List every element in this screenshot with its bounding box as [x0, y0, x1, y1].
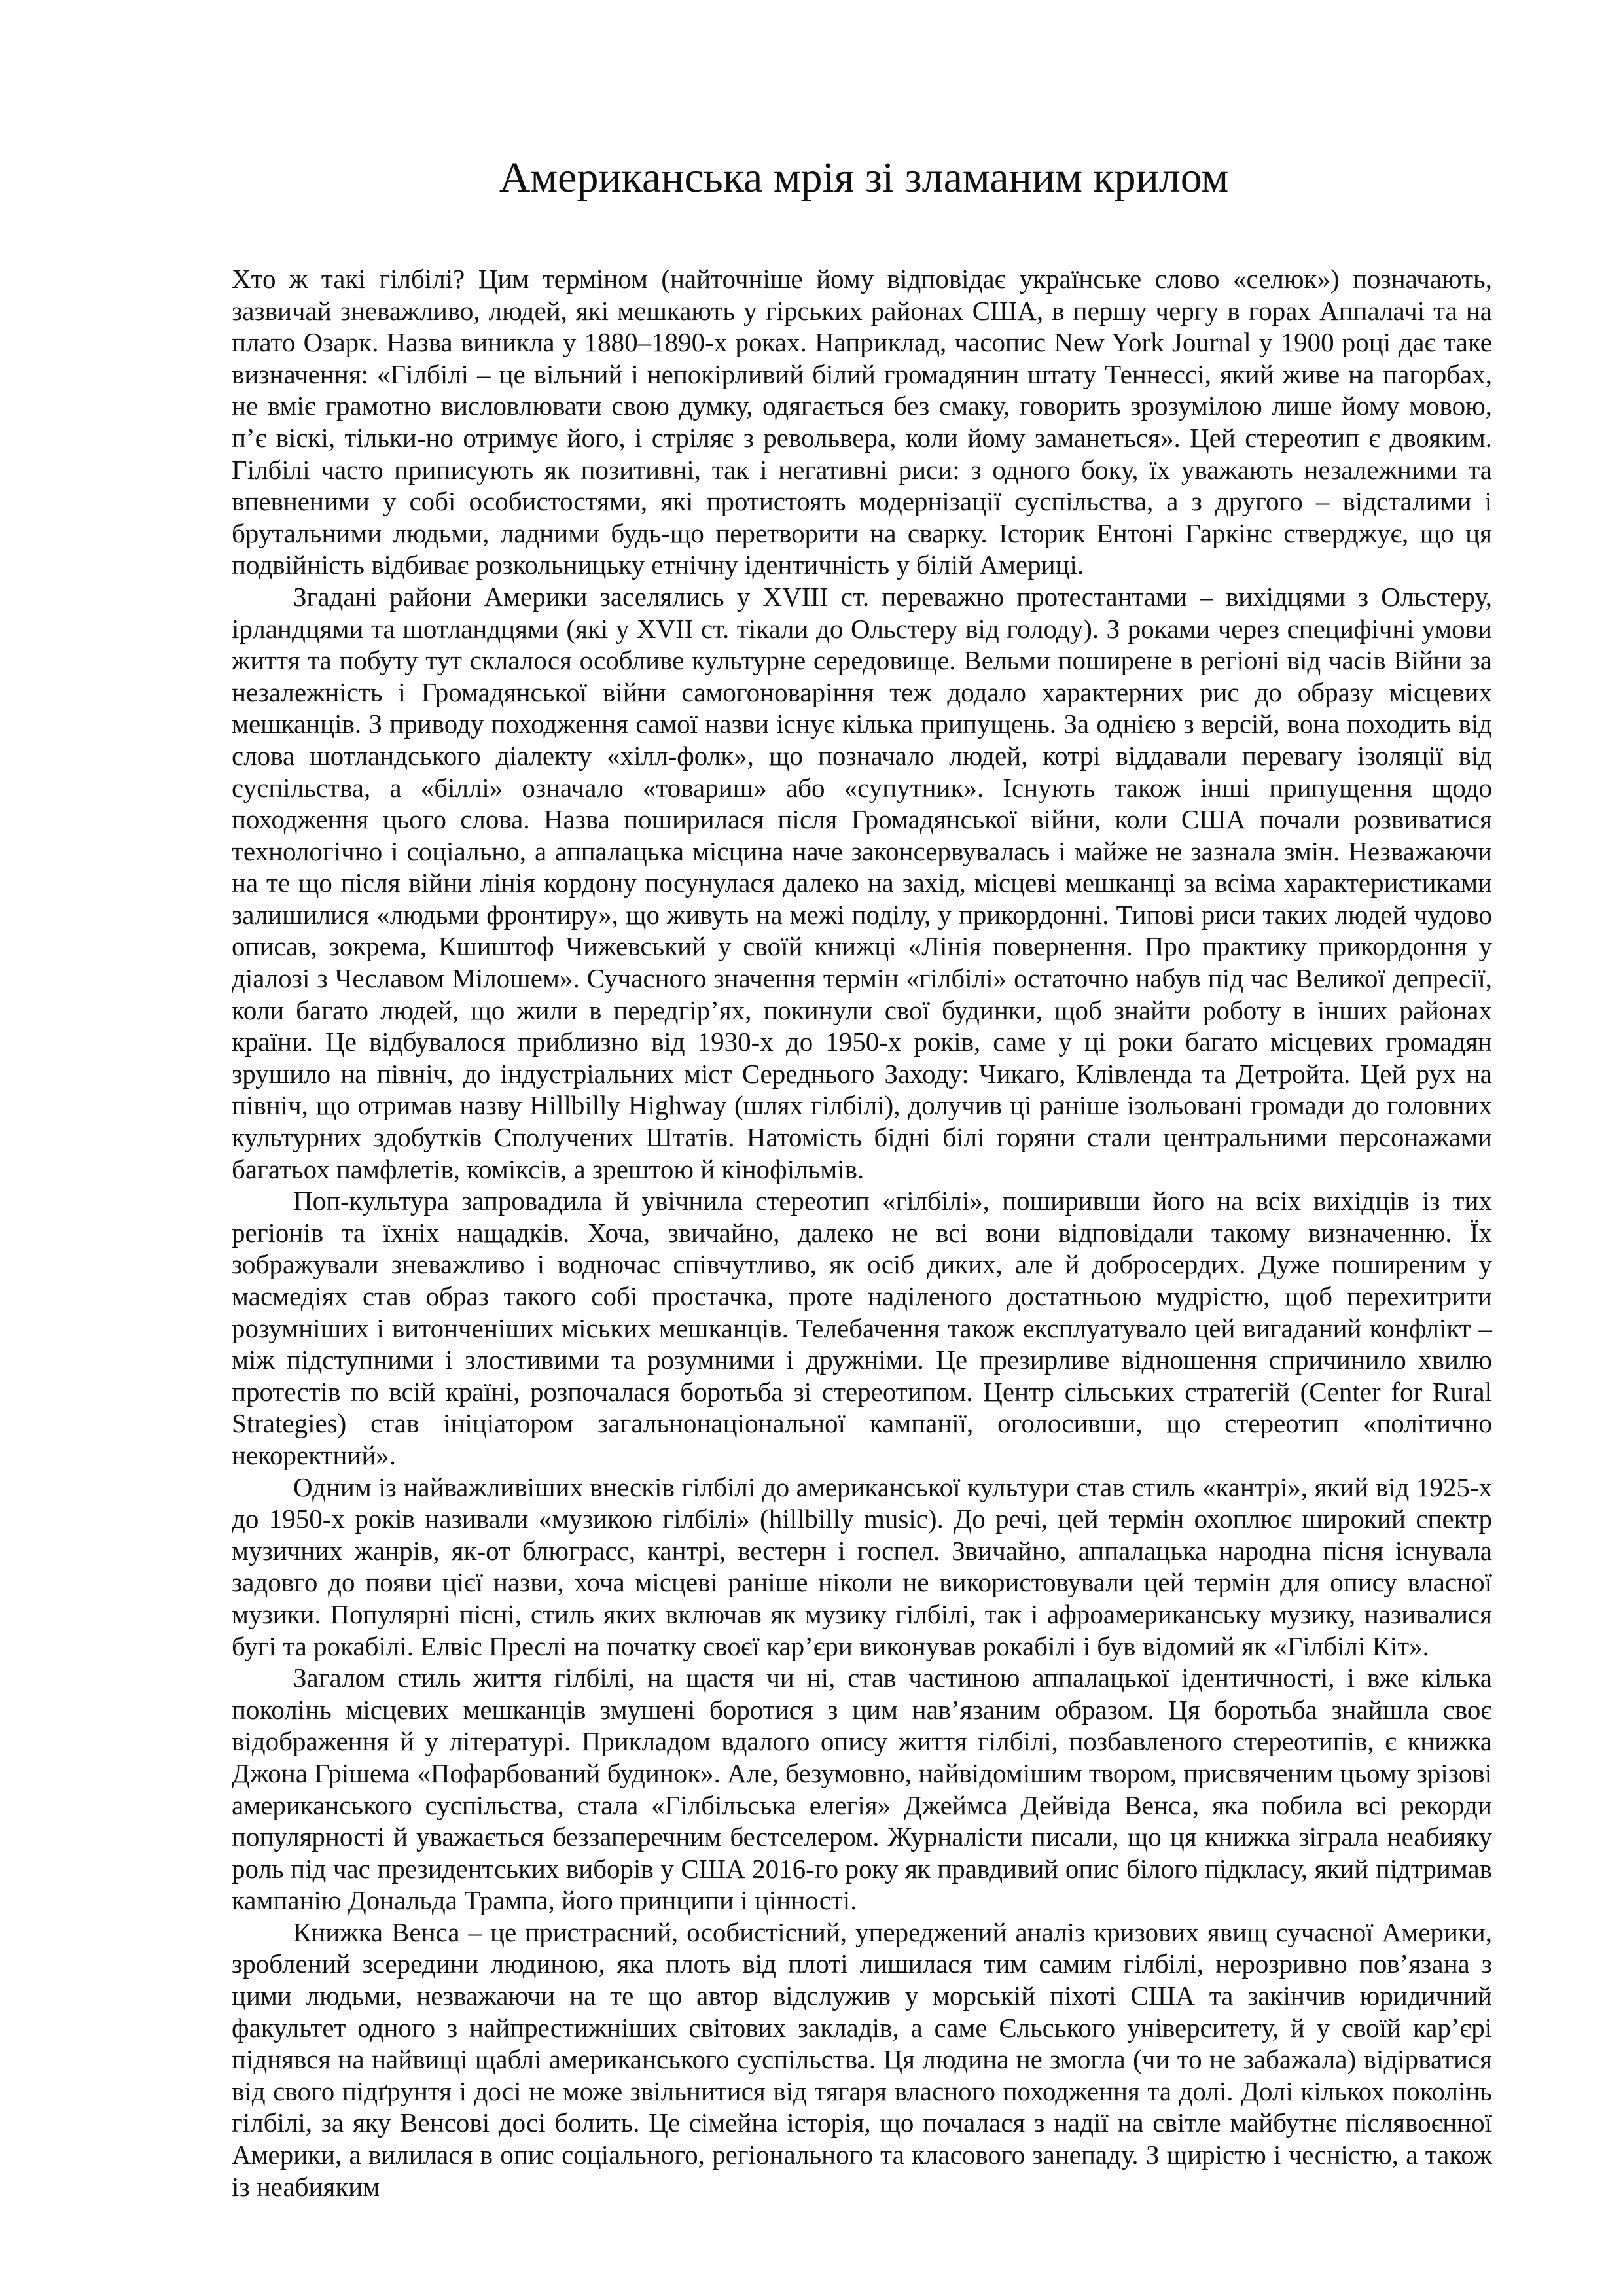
paragraph-6: Книжка Венса – це пристрасний, особистісний, упереджений аналіз кризових явищ сучасної Америки, зроблений зсередини людиною, яка плоть від плоті лишилася тим самим гілбілі, нерозривно пов’язана з цими людьми, незважаючи на те що автор відслужив у морській піхоті США та закінчив юридичний факультет одного з найпрестижніших світових закладів, а саме Єльського університету, й у своїй кар’єрі піднявся на найвищі щаблі американського суспільства. Ця людина не змогла (чи то не забажала) відірватися від свого підґрунтя і досі не може звільнитися від тягаря власного походження та долі. Долі кількох поколінь гілбілі, за яку Венсові досі болить. Це сімейна історія, що почалася з надії на світле майбутнє післявоєнної Америки, а вилилася в опис соціального, регіонального та класового занепаду. З щирістю і чесністю, а також із неабияким — [232, 1916, 1492, 2202]
paragraph-5: Загалом стиль життя гілбілі, на щастя чи ні, став частиною аппалацької ідентичності, і вже кілька поколінь місцевих мешканців змушені боротися з цим нав’язаним образом. Ця боротьба знайшла своє відображення й у літературі. Прикладом вдалого опису життя гілбілі, позбавленого стереотипів, є книжка Джона Грішема «Пофарбований будинок». Але, безумовно, найвідомішим твором, присвяченим цьому зрізові американського суспільства, стала «Гілбільська елегія» Джеймса Дейвіда Венса, яка побила всі рекорди популярності й уважається беззаперечним бестселером. Журналісти писали, що ця книжка зіграла неабияку роль під час президентських виборів у США 2016-го року як правдивий опис білого підкласу, який підтримав кампанію Дональда Трампа, його принципи і цінності. — [232, 1663, 1492, 1916]
paragraph-2: Згадані райони Америки заселялись у XVIII ст. переважно протестантами – вихідцями з Ольстеру, ірландцями та шотландцями (які у XVII ст. тікали до Ольстеру від голоду). З роками через специфічні умови життя та побуту тут склалося особливе культурне середовище. Вельми поширене в регіоні від часів Війни за незалежність і Громадянської війни самогоноваріння теж додало характерних рис до образу місцевих мешканців. З приводу походження самої назви існує кілька припущень. За однією з версій, вона походить від слова шотландського діалекту «хілл-фолк», що позначало людей, котрі віддавали перевагу ізоляції від суспільства, а «біллі» означало «товариш» або «супутник». Існують також інші припущення щодо походження цього слова. Назва поширилася після Громадянської війни, коли США почали розвиватися технологічно і соціально, а аппалацька місцина наче законсервувалась і майже не зазнала змін. Незважаючи на те що після війни лінія кордону посунулася далеко на захід, місцеві мешканці за всіма характеристиками залишилися «людьми фронтиру», що живуть на межі поділу, у прикордонні. Типові риси таких людей чудово описав, зокрема, Кшиштоф Чижевський у своїй книжці «Лінія повернення. Про практику прикордоння у діалозі з Чеславом Мілошем». Сучасного значення термін «гілбілі» остаточно набув під час Великої депресії, коли багато людей, що жили в передгір’ях, покинули свої будинки, щоб знайти роботу в інших районах країни. Це відбувалося приблизно від 1930-х до 1950-х років, саме у ці роки багато місцевих громадян зрушило на північ, до індустріальних міст Середнього Заходу: Чикаго, Клівленда та Детройта. Цей рух на північ, що отримав назву Hillbilly Highway (шлях гілбілі), долучив ці раніше ізольовані громади до головних культурних здобутків Сполучених Штатів. Натомість бідні білі горяни стали центральними персонажами багатьох памфлетів, коміксів, а зрештою й кінофільмів. — [232, 581, 1492, 1184]
article-body — [232, 263, 1492, 2202]
paragraph-1: Хто ж такі гілбілі? Цим терміном (найточніше йому відповідає українське слово «селюк») позначають, зазвичай зневажливо, людей, які мешкають у гірських районах США, в першу чергу в горах Аппалачі та на плато Озарк. Назва виникла у 1880–1890-х роках. Наприклад, часопис New York Journal у 1900 році дає таке визначення: «Гілбілі – це вільний і непокірливий білий громадянин штату Теннессі, який живе на пагорбах, не вміє грамотно висловлювати свою думку, одягається без смаку, говорить зрозумілою лише йому мовою, п’є віскі, тільки-но отримує його, і стріляє з револьвера, коли йому заманеться». Цей стереотип є двояким. Гілбілі часто приписують як позитивні, так і негативні риси: з одного боку, їх уважають незалежними та впевненими у собі особистостями, які протистоять модернізації суспільства, а з другого – відсталими і брутальними людьми, ладними будь-що перетворити на сварку. Історик Ентоні Гаркінс стверджує, що ця подвійність відбиває розкольницьку етнічну ідентичність у білій Америці. — [232, 264, 1492, 580]
paragraph-3: Поп-культура запровадила й увічнила стереотип «гілбілі», поширивши його на всіх вихідців із тих регіонів та їхніх нащадків. Хоча, звичайно, далеко не всі вони відповідали такому визначенню. Їх зображували зневажливо і водночас співчутливо, як осіб диких, але й добросердих. Дуже поширеним у масмедіях став образ такого собі простачка, проте наділеного достатньою мудрістю, щоб перехитрити розумніших і витонченіших міських мешканців. Телебачення також експлуатувало цей вигаданий конфлікт – між підступними і злостивими та розумними і дружніми. Це презирливе відношення спричинило хвилю протестів по всій країні, розпочалася боротьба зі стереотипом. Центр сільських стратегій (Center for Rural Strategies) став ініціатором загальнонаціональної кампанії, оголосивши, що стереотип «політично некоректний». — [232, 1186, 1492, 1470]
paragraph-4: Одним із найважливіших внесків гілбілі до американської культури став стиль «кантрі», який від 1925-х до 1950-х років називали «музикою гілбілі» (hillbilly music). До речі, цей термін охоплює широкий спектр музичних жанрів, як-от блюграсс, кантрі, вестерн і госпел. Звичайно, аппалацька народна пісня існувала задовго до появи цієї назви, хоча місцеві раніше ніколи не використовували цей термін для опису власної музики. Популярні пісні, стиль яких включав як музику гілбілі, так і афроамериканську музику, називалися бугі та рокабілі. Елвіс Преслі на початку своєї кар’єри виконував рокабілі і був відомий як «Гілбілі Кіт». — [232, 1472, 1492, 1661]
page-title: Американська мрія зі зламаним крилом — [499, 154, 1229, 202]
